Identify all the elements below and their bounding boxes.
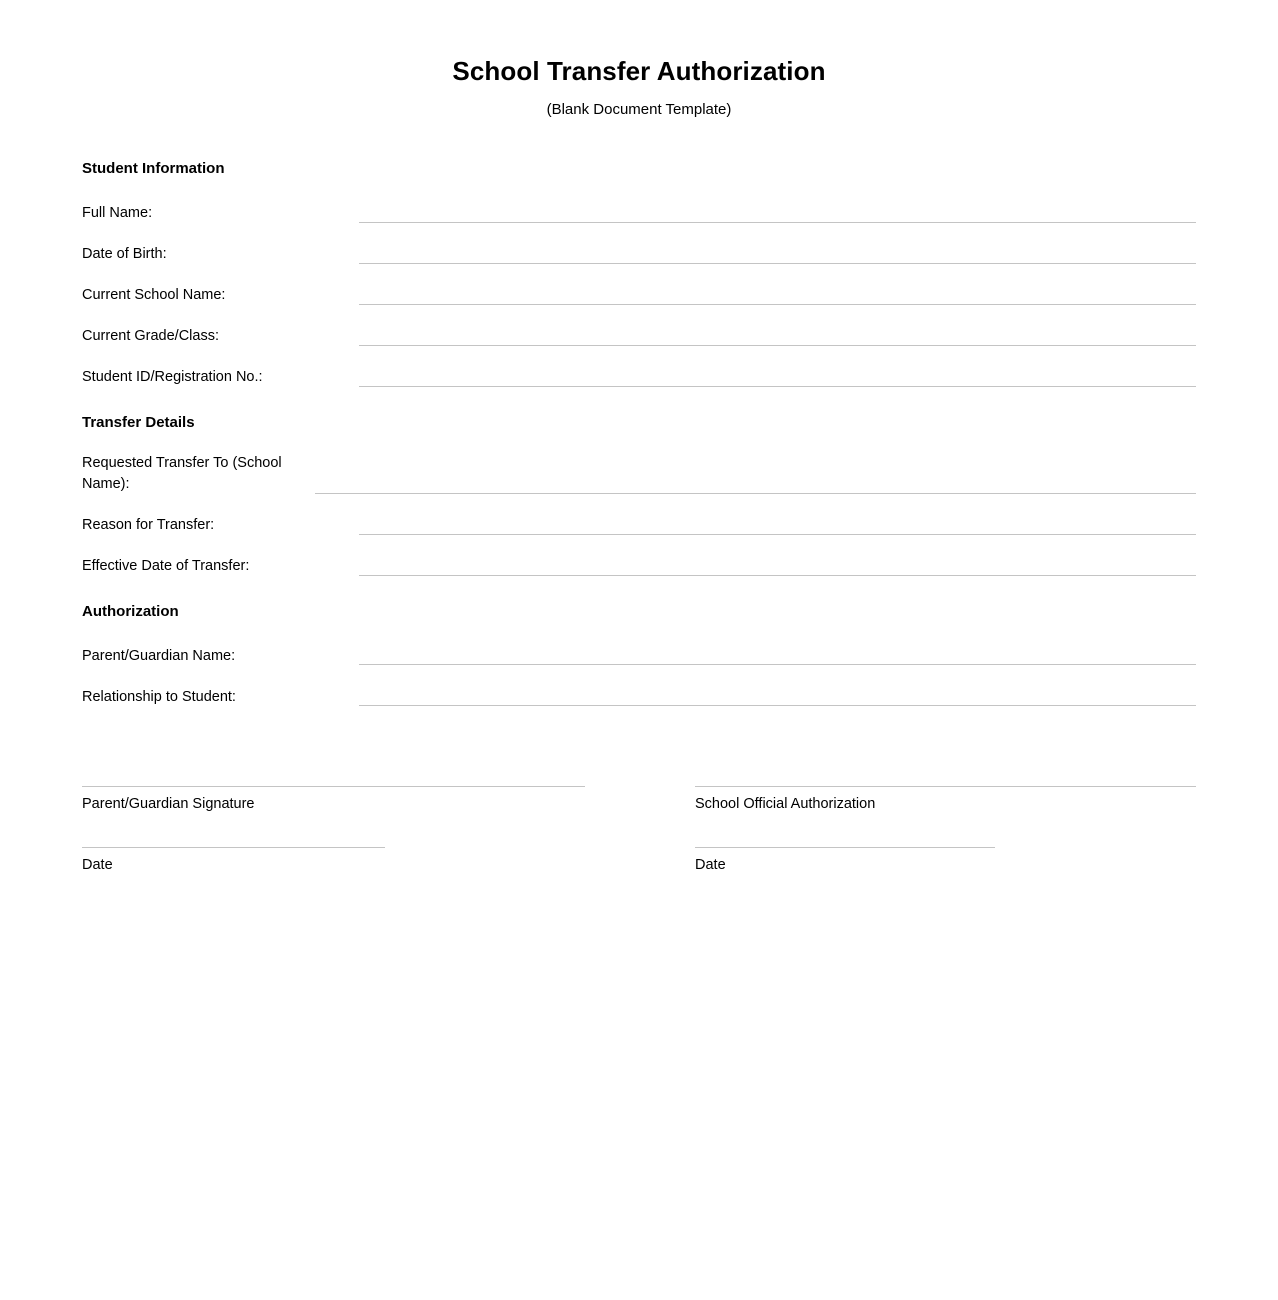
signature-block [82, 786, 1196, 875]
field-row-effective-date [82, 538, 1196, 579]
parent-date-caption: Date [82, 856, 113, 873]
full-name-input[interactable] [359, 222, 1196, 223]
current-school-name-input[interactable] [359, 304, 1196, 305]
section-heading: Transfer Details [82, 413, 195, 431]
field-row-full-name [82, 185, 1196, 226]
page-title: School Transfer Authorization [452, 56, 826, 86]
field-label: Requested Transfer To (School Name): [82, 455, 282, 492]
field-row-reason-for-transfer [82, 497, 1196, 538]
current-grade-class-input[interactable] [359, 345, 1196, 346]
page-subtitle: (Blank Document Template) [546, 101, 732, 118]
field-label: Current School Name: [82, 287, 226, 304]
school-official-signature-caption: School Official Authorization [695, 796, 876, 812]
spacer [82, 814, 585, 847]
school-official-date-caption: Date [695, 856, 726, 873]
field-label: Current Grade/Class: [82, 328, 219, 345]
reason-for-transfer-input[interactable] [359, 534, 1196, 535]
field-label: Student ID/Registration No.: [82, 369, 263, 386]
section-heading: Authorization [82, 602, 179, 620]
field-label: Reason for Transfer: [82, 516, 215, 533]
form-body [82, 160, 1196, 709]
signature-column-school-official [695, 786, 1196, 875]
field-row-date-of-birth [82, 226, 1196, 267]
field-label: Relationship to Student: [82, 688, 236, 705]
date-of-birth-input[interactable] [359, 263, 1196, 264]
field-label: Effective Date of Transfer: [82, 557, 250, 574]
field-label: Parent/Guardian Name: [82, 647, 236, 664]
field-row-student-id [82, 349, 1196, 390]
student-id-input[interactable] [359, 386, 1196, 387]
field-row-current-school-name [82, 267, 1196, 308]
section-student-information [82, 160, 1196, 390]
signature-column-parent [82, 786, 585, 875]
parent-guardian-name-input[interactable] [359, 664, 1196, 665]
field-label: Full Name: [82, 205, 153, 222]
effective-date-input[interactable] [359, 575, 1196, 576]
requested-transfer-to-input[interactable] [315, 493, 1196, 494]
field-row-requested-transfer-to [82, 439, 1196, 497]
field-row-relationship-to-student [82, 668, 1196, 709]
field-row-current-grade-class [82, 308, 1196, 349]
relationship-to-student-input[interactable] [359, 705, 1196, 706]
section-transfer-details [82, 414, 1196, 579]
parent-signature-caption: Parent/Guardian Signature [82, 796, 255, 812]
field-label: Date of Birth: [82, 246, 167, 263]
field-row-parent-guardian-name [82, 627, 1196, 668]
spacer [695, 814, 1196, 847]
section-authorization [82, 603, 1196, 710]
section-heading: Student Information [82, 160, 225, 177]
